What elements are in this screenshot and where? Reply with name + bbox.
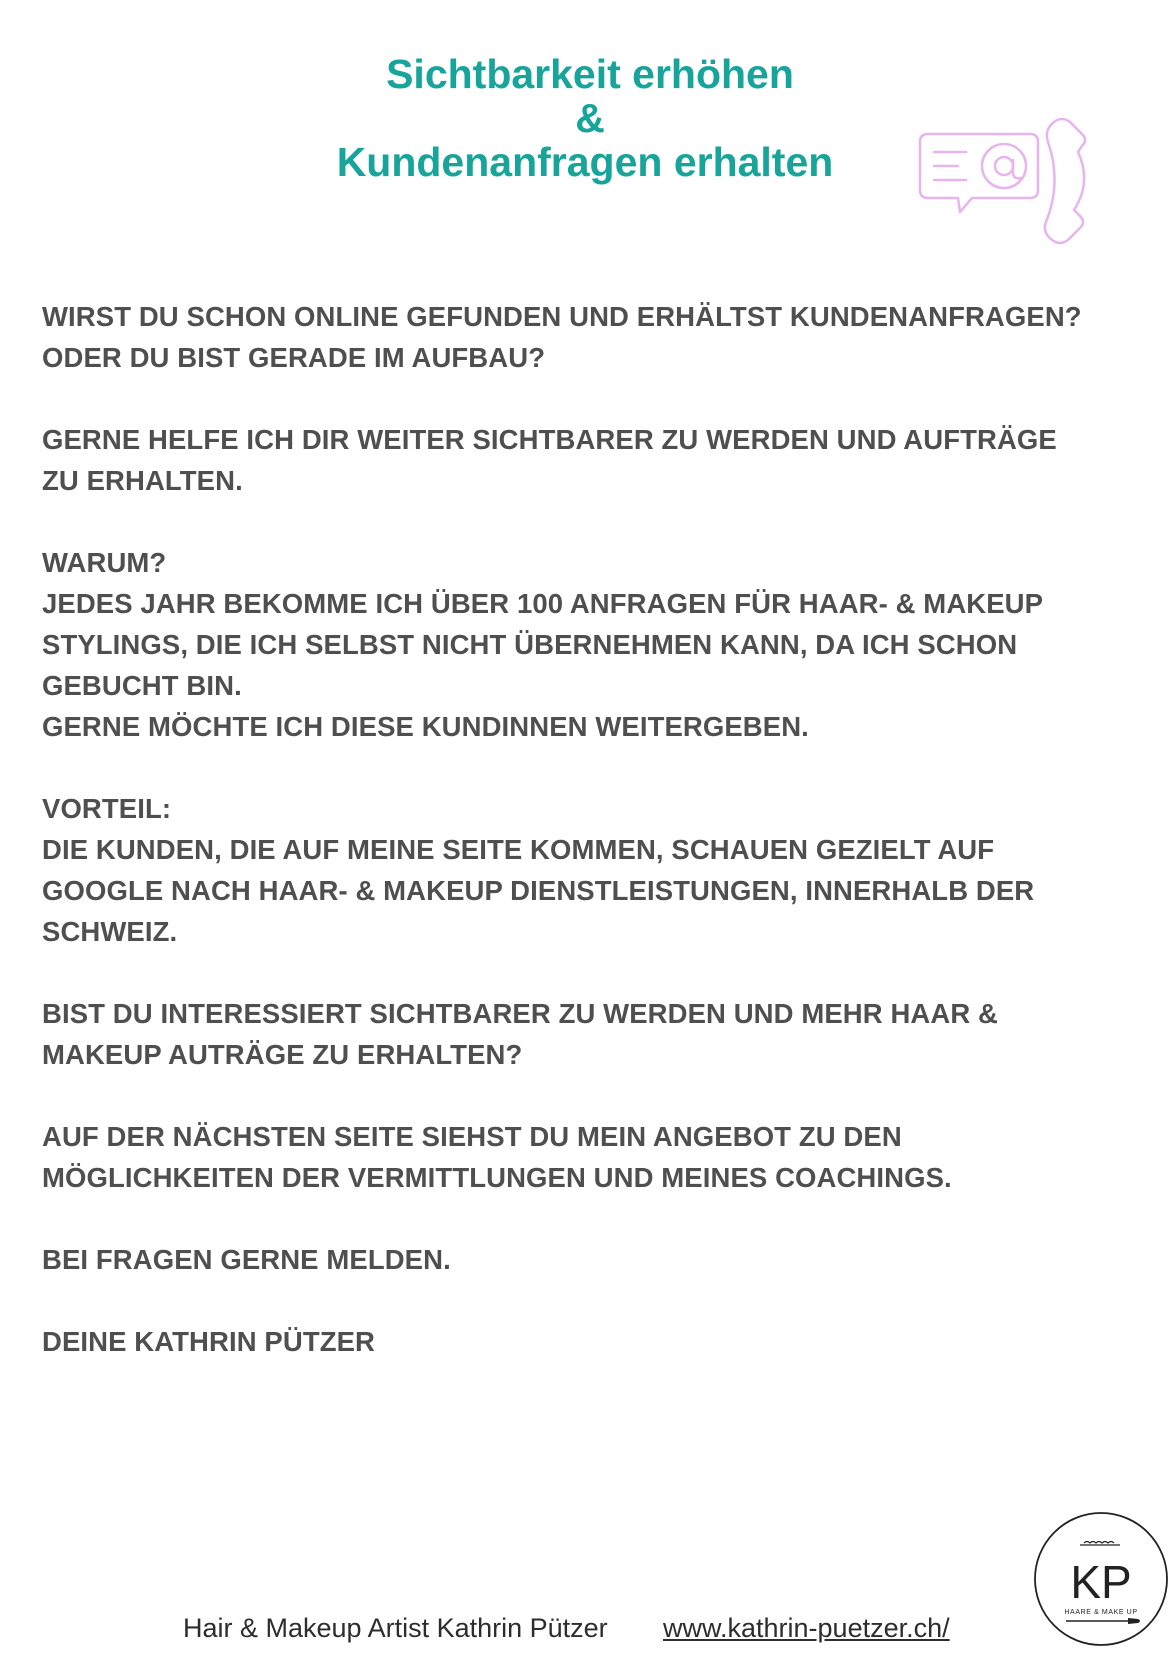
paragraph-question (42, 993, 1152, 1075)
logo-tagline: HAARE & MAKE UP (1064, 1609, 1138, 1616)
paragraph-intro (42, 296, 1152, 378)
paragraph-offer (42, 419, 1152, 501)
signature-line: DEINE KATHRIN PÜTZER (42, 1326, 376, 1357)
title-line-3: Kundenanfragen erhalten (336, 139, 834, 185)
text-line: SCHWEIZ. (42, 916, 178, 947)
text-line: DIE KUNDEN, DIE AUF MEINE SEITE KOMMEN, SCHAUEN GEZIELT AUF (42, 834, 995, 865)
text-line: VORTEIL: (42, 793, 172, 824)
text-line: GERNE HELFE ICH DIR WEITER SICHTBARER ZU WERDEN UND AUFTRÄGE (42, 424, 1057, 455)
paragraph-signature (42, 1321, 1152, 1362)
paragraph-why (42, 542, 1152, 747)
title-line-2: & (575, 95, 605, 141)
text-line: BIST DU INTERESSIERT SICHTBARER ZU WERDEN UND MEHR HAAR & (42, 998, 998, 1029)
body-text (42, 296, 1152, 1403)
text-line: ODER DU BIST GERADE IM AUFBAU? (42, 342, 546, 373)
text-line: WIRST DU SCHON ONLINE GEFUNDEN UND ERHÄLTST KUNDENANFRAGEN? (42, 301, 1082, 332)
text-line: GERNE MÖCHTE ICH DIESE KUNDINNEN WEITERGEBEN. (42, 711, 809, 742)
text-line: AUF DER NÄCHSTEN SEITE SIEHST DU MEIN ANGEBOT ZU DEN (42, 1121, 902, 1152)
text-line: WARUM? (42, 547, 167, 578)
text-line: JEDES JAHR BEKOMME ICH ÜBER 100 ANFRAGEN FÜR HAAR- & MAKEUP (42, 588, 1044, 619)
text-line: MAKEUP AUTRÄGE ZU ERHALTEN? (42, 1039, 523, 1070)
footer-artist: Hair & Makeup Artist Kathrin Pützer (183, 1613, 608, 1643)
website-link[interactable]: www.kathrin-puetzer.ch/ (663, 1613, 950, 1643)
text-line: ZU ERHALTEN. (42, 465, 243, 496)
text-line: GEBUCHT BIN. (42, 670, 242, 701)
contact-email-phone-icon (912, 112, 1102, 252)
logo-initials: KP (1070, 1556, 1132, 1608)
text-line: STYLINGS, DIE ICH SELBST NICHT ÜBERNEHMEN KANN, DA ICH SCHON (42, 629, 1018, 660)
paragraph-contact (42, 1239, 1152, 1280)
footer (0, 1608, 1170, 1648)
paragraph-advantage (42, 788, 1152, 952)
text-line: BEI FRAGEN GERNE MELDEN. (42, 1244, 451, 1275)
paragraph-next-page (42, 1116, 1152, 1198)
title-line-1: Sichtbarkeit erhöhen (386, 51, 794, 97)
text-line: GOOGLE NACH HAAR- & MAKEUP DIENSTLEISTUNGEN, INNERHALB DER (42, 875, 1035, 906)
text-line: MÖGLICHKEITEN DER VERMITTLUNGEN UND MEINES COACHINGS. (42, 1162, 952, 1193)
